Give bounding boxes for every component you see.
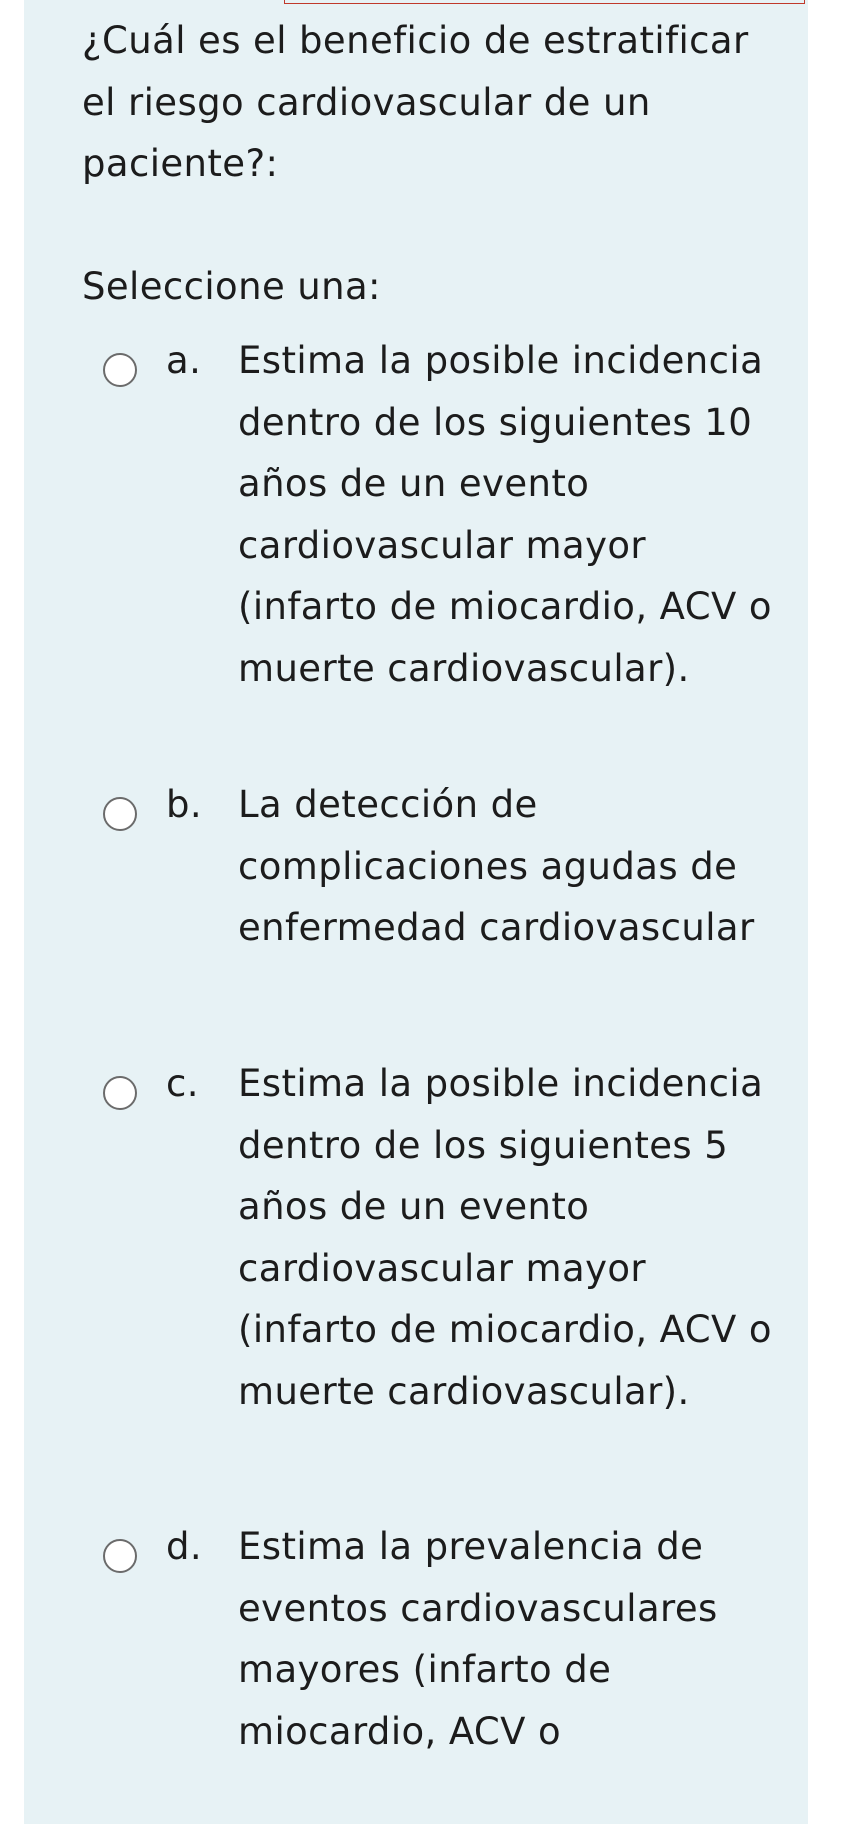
select-one-prompt: Seleccione una:	[82, 265, 381, 308]
option-label: Estima la prevalencia de eventos cardiovasculares mayores (infarto de miocardio, ACV o	[238, 1525, 718, 1753]
option-label: La detección de complicaciones agudas de enfermedad cardiovascular	[238, 783, 755, 949]
radio-button-d[interactable]	[103, 1539, 137, 1573]
option-letter: b.	[166, 783, 203, 826]
option-letter: a.	[166, 339, 202, 382]
option-label: Estima la posible incidencia dentro de los siguientes 5 años de un evento cardiovascular mayor (infarto de miocardio, ACV o muerte cardiovascular).	[238, 1062, 772, 1413]
option-letter: c.	[166, 1062, 199, 1105]
radio-button-b[interactable]	[103, 797, 137, 831]
option-d[interactable]	[0, 1516, 846, 1824]
question-text: ¿Cuál es el beneficio de estratificar el riesgo cardiovascular de un paciente?:	[82, 19, 749, 185]
option-b[interactable]	[0, 774, 846, 1024]
option-label: Estima la posible incidencia dentro de los siguientes 10 años de un evento cardiovascular mayor (infarto de miocardio, ACV o muerte cardiovascular).	[238, 339, 772, 690]
radio-button-c[interactable]	[103, 1076, 137, 1110]
option-c[interactable]	[0, 1053, 846, 1483]
option-a[interactable]	[0, 330, 846, 750]
top-input-box-edge	[284, 0, 805, 4]
radio-button-a[interactable]	[103, 353, 137, 387]
option-letter: d.	[166, 1525, 203, 1568]
